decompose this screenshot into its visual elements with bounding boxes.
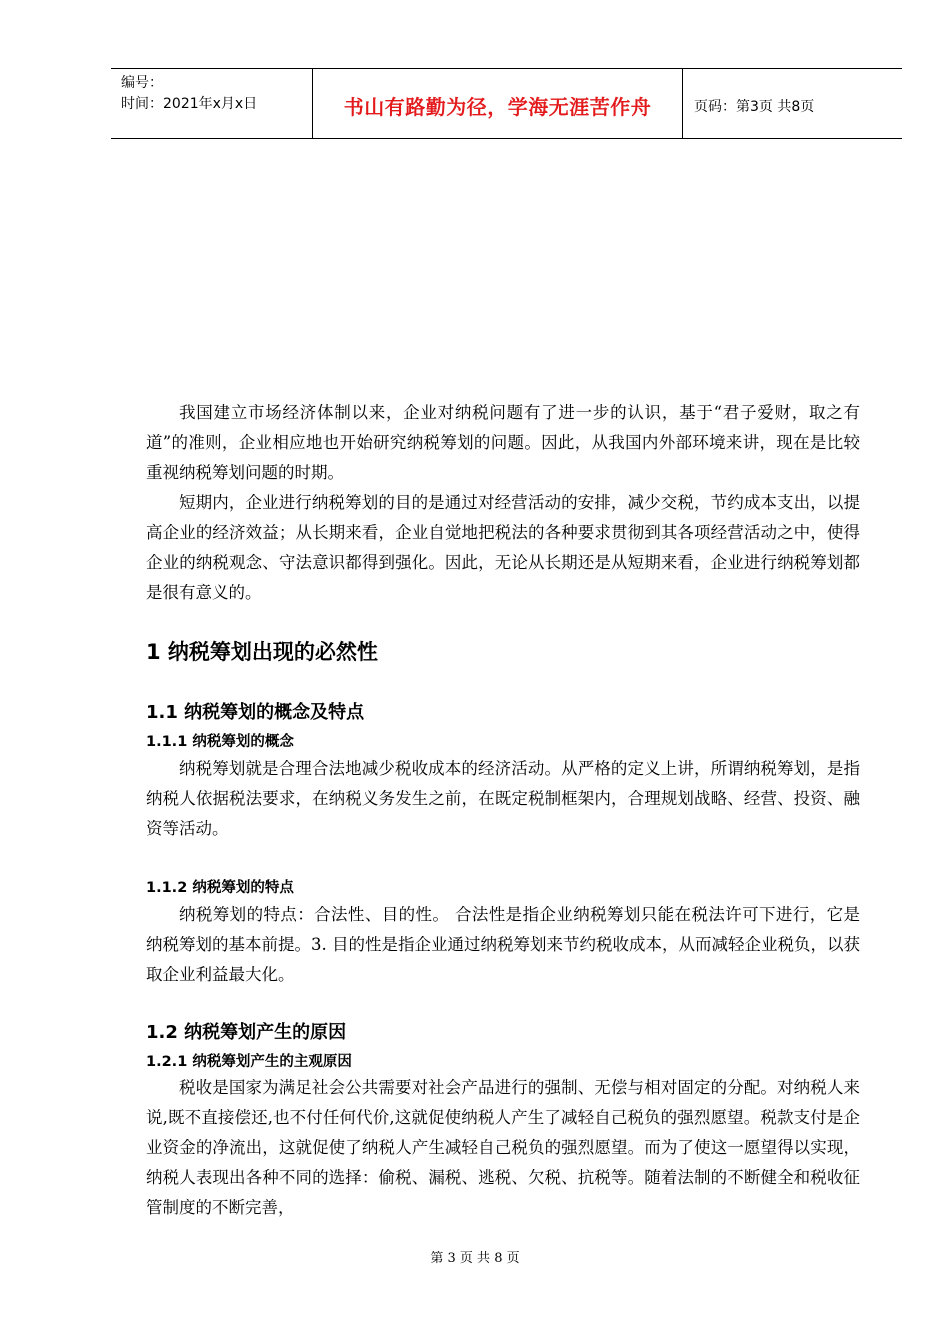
section-1-heading: 1 纳税筹划出现的必然性 — [146, 640, 378, 664]
page-footer: 第 3 页 共 8 页 — [430, 1251, 520, 1266]
section-1-1-2-text: 纳税筹划的特点：合法性、目的性。 合法性是指企业纳税筹划只能在税法许可下进行，它是纳税筹划的基本前提。3. 目的性是指企业通过纳税筹划来节约税收成本，从而减轻企业税负，以获取企业利益最大化。 — [146, 905, 860, 984]
page-header — [111, 68, 902, 139]
section-1-1-1-text: 纳税筹划就是合理合法地减少税收成本的经济活动。从严格的定义上讲，所谓纳税筹划，是指纳税人依据税法要求，在纳税义务发生之前，在既定税制框架内，合理规划战略、经营、投资、融资等活动。 — [146, 759, 860, 838]
page-label: 页码：第3页 共8页 — [694, 99, 815, 115]
section-1-2-1-text: 税收是国家为满足社会公共需要对社会产品进行的强制、无偿与相对固定的分配。对纳税人来说,既不直接偿还,也不付任何代价,这就促使纳税人产生了减轻自己税负的强烈愿望。税款支付是企业资金的净流出，这就促使了纳税人产生减轻自己税负的强烈愿望。而为了使这一愿望得以实现，纳税人表现出各种不同的选择：偷税、漏税、逃税、欠税、抗税等。随着法制的不断健全和税收征管制度的不断完善， — [146, 1078, 860, 1217]
header-motto-cell — [312, 69, 683, 138]
intro-section — [146, 398, 860, 608]
section-1-1-1-body — [146, 754, 860, 844]
section-1-1-heading: 1.1 纳税筹划的概念及特点 — [146, 702, 365, 723]
section-1-2-1-body — [146, 1073, 860, 1223]
section-1-1-1-heading: 1.1.1 纳税筹划的概念 — [146, 734, 294, 750]
intro-paragraph-2: 短期内，企业进行纳税筹划的目的是通过对经营活动的安排，减少交税，节约成本支出，以提高企业的经济效益；从长期来看，企业自觉地把税法的各种要求贯彻到其各项经营活动之中，使得企业的纳税观念、守法意识都得到强化。因此，无论从长期还是从短期来看，企业进行纳税筹划都是很有意义的。 — [146, 493, 860, 602]
motto-text: 书山有路勤为径，学海无涯苦作舟 — [343, 95, 652, 119]
section-1-2-heading: 1.2 纳税筹划产生的原因 — [146, 1022, 347, 1043]
section-1-1-2-heading: 1.1.2 纳税筹划的特点 — [146, 880, 294, 896]
intro-paragraph-1: 我国建立市场经济体制以来，企业对纳税问题有了进一步的认识，基于“君子爱财，取之有道”的准则，企业相应地也开始研究纳税筹划的问题。因此，从我国内外部环境来讲，现在是比较重视纳税筹划问题的时期。 — [146, 403, 860, 482]
section-1-2-1-heading: 1.2.1 纳税筹划产生的主观原因 — [146, 1054, 352, 1070]
header-left-cell — [111, 69, 312, 138]
number-label: 编号： — [121, 75, 163, 91]
time-label: 时间：2021年x月x日 — [121, 96, 258, 112]
header-right-cell — [684, 69, 902, 138]
section-1-1-2-body — [146, 900, 860, 990]
